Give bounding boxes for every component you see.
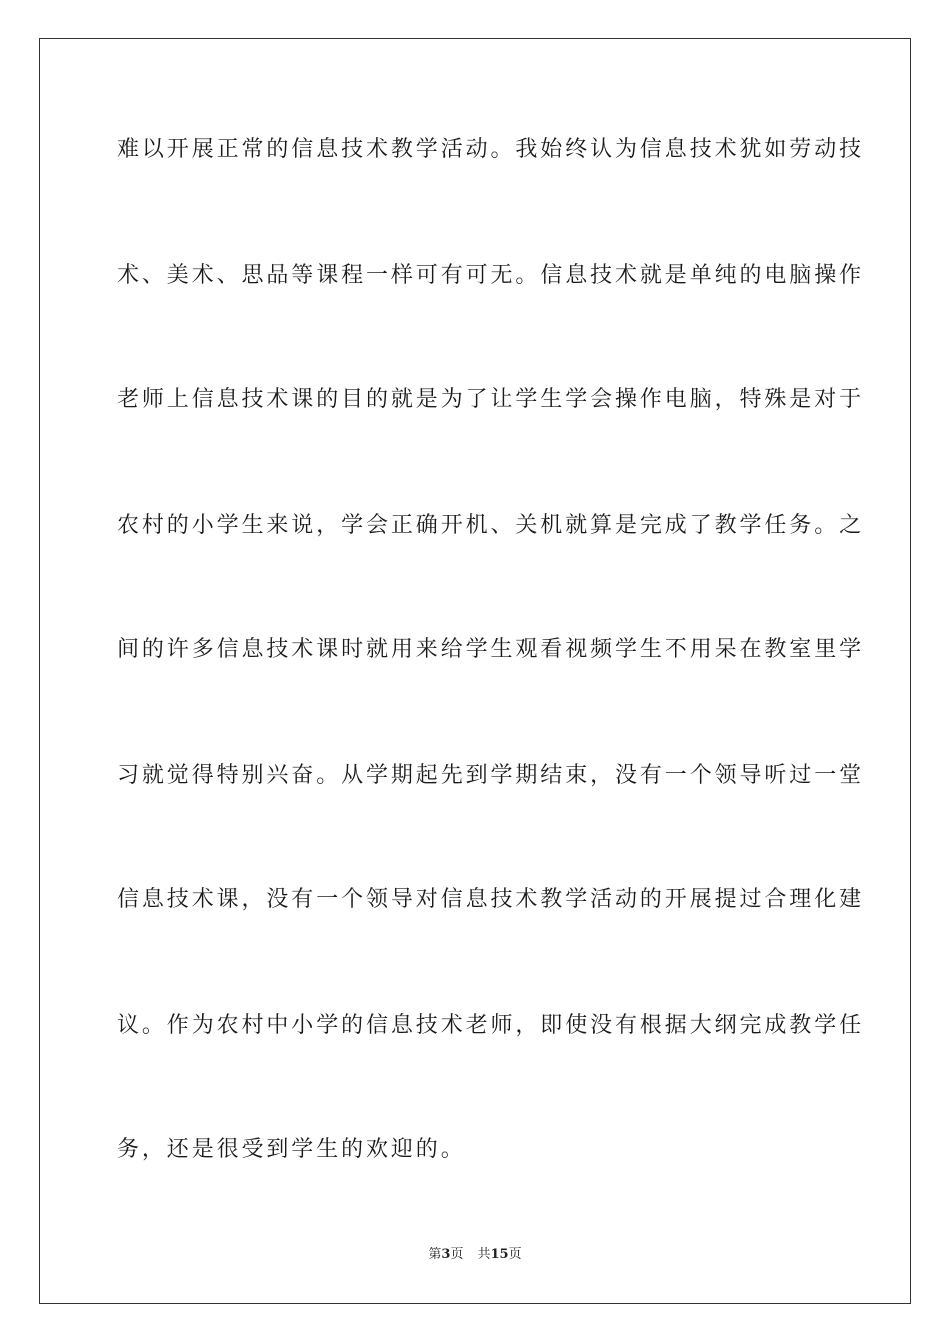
page-footer <box>0 1246 950 1264</box>
page-border <box>39 38 911 1304</box>
page-prefix: 第 <box>428 1247 442 1262</box>
page-suffix: 页 <box>450 1247 464 1262</box>
text-line: 难以开展正常的信息技术教学活动。我始终认为信息技术犹如劳动技 <box>117 137 865 162</box>
total-prefix: 共 <box>477 1247 491 1262</box>
text-line: 术、美术、思品等课程一样可有可无。信息技术就是单纯的电脑操作 <box>117 263 865 288</box>
text-line: 信息技术课，没有一个领导对信息技术教学活动的开展提过合理化建 <box>117 887 865 912</box>
page-number: 3 <box>441 1247 451 1262</box>
text-line: 务，还是很受到学生的欢迎的。 <box>117 1137 466 1162</box>
total-suffix: 页 <box>508 1247 522 1262</box>
text-line: 农村的小学生来说，学会正确开机、关机就算是完成了教学任务。之 <box>117 513 865 538</box>
text-line: 议。作为农村中小学的信息技术老师，即使没有根据大纲完成教学任 <box>117 1013 865 1038</box>
total-pages: 15 <box>490 1247 509 1262</box>
text-line: 习就觉得特别兴奋。从学期起先到学期结束，没有一个领导听过一堂 <box>117 763 865 788</box>
text-line: 老师上信息技术课的目的就是为了让学生学会操作电脑，特殊是对于 <box>117 387 865 412</box>
text-line: 间的许多信息技术课时就用来给学生观看视频学生不用呆在教室里学 <box>117 637 865 662</box>
